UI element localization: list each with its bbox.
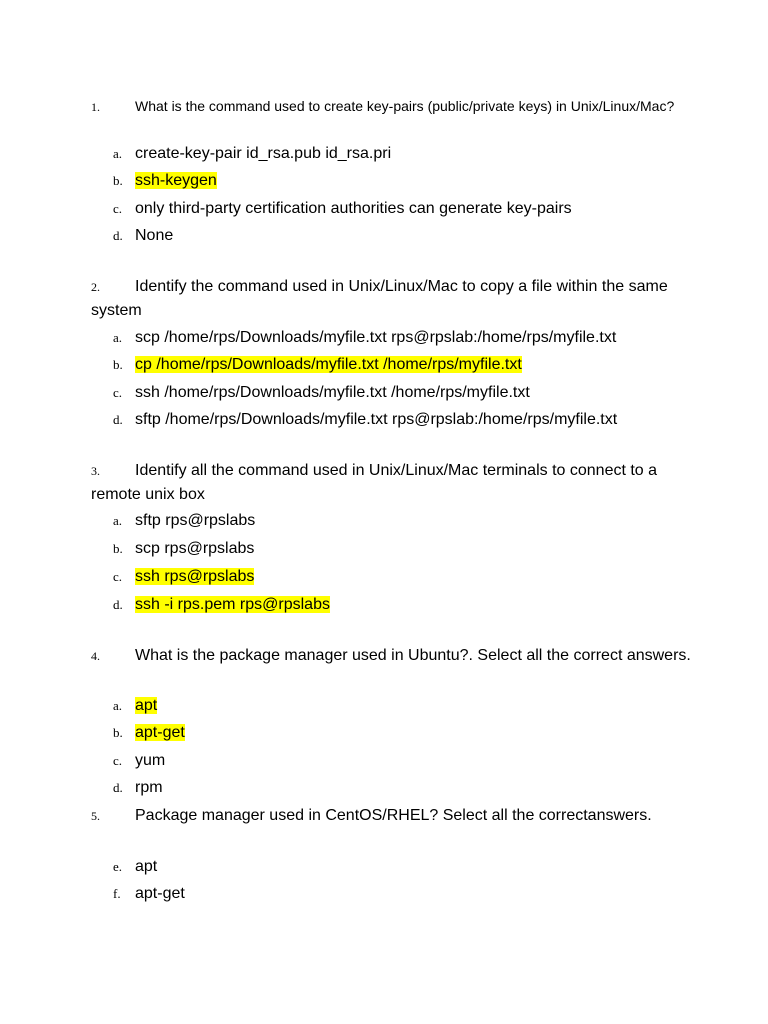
option-4b (113, 720, 185, 746)
option-2c (113, 380, 530, 406)
option-letter: a. (113, 698, 123, 713)
option-text: scp rps@rpslabs (135, 540, 255, 557)
question-number: 3. (91, 464, 100, 478)
option-letter: b. (113, 357, 123, 372)
option-1d (113, 223, 173, 249)
question-3 (91, 459, 691, 507)
option-letter: d. (113, 780, 123, 795)
option-text: sftp rps@rpslabs (135, 512, 256, 529)
option-letter: c. (113, 753, 123, 768)
option-letter: b. (113, 541, 123, 556)
option-2a (113, 325, 616, 351)
option-letter: c. (113, 385, 123, 400)
option-5e (113, 854, 157, 880)
question-number: 5. (91, 809, 100, 823)
option-letter: a. (113, 330, 123, 345)
question-text (91, 644, 691, 668)
option-4c (113, 748, 165, 774)
option-letter: c. (113, 201, 123, 216)
option-text: rpm (135, 779, 163, 796)
option-3d (113, 592, 330, 618)
option-text: sftp /home/rps/Downloads/myfile.txt rps@rpslab:/home/rps/myfile.txt (135, 411, 618, 428)
option-text-highlighted: apt (135, 697, 158, 714)
option-3b (113, 536, 254, 562)
option-text-highlighted: ssh -i rps.pem rps@rpslabs (135, 596, 330, 613)
option-letter: c. (113, 569, 123, 584)
question-5 (91, 804, 691, 828)
option-letter: b. (113, 173, 123, 188)
question-body: Identify the command used in Unix/Linux/Mac to copy a file within the same system (91, 278, 668, 319)
option-letter: a. (113, 146, 123, 161)
option-text: yum (135, 752, 166, 769)
option-text: apt-get (135, 885, 185, 902)
option-4d (113, 775, 163, 801)
option-text: ssh /home/rps/Downloads/myfile.txt /home/rps/myfile.txt (135, 384, 530, 401)
question-text (91, 459, 691, 507)
option-letter: a. (113, 513, 123, 528)
option-text: None (135, 227, 174, 244)
option-text: apt (135, 858, 158, 875)
option-2b (113, 352, 522, 378)
question-2 (91, 275, 691, 323)
option-text-highlighted: ssh rps@rpslabs (135, 568, 255, 585)
option-2d (113, 407, 617, 433)
option-1a (113, 141, 391, 167)
option-text-highlighted: ssh-keygen (135, 172, 217, 189)
option-letter: b. (113, 725, 123, 740)
question-number: 2. (91, 280, 100, 294)
option-4a (113, 693, 157, 719)
option-3c (113, 564, 254, 590)
question-1 (91, 95, 691, 118)
question-text (91, 804, 691, 828)
question-body: Identify all the command used in Unix/Linux/Mac terminals to connect to a remote unix box (91, 462, 658, 503)
option-text: only third-party certification authorities can generate key-pairs (135, 200, 572, 217)
option-letter: e. (113, 859, 123, 874)
option-letter: d. (113, 412, 123, 427)
option-text: scp /home/rps/Downloads/myfile.txt rps@rpslab:/home/rps/myfile.txt (135, 329, 617, 346)
option-5f (113, 881, 185, 907)
option-3a (113, 508, 255, 534)
question-body: What is the command used to create key-pairs (public/private keys) in Unix/Linux/Mac? (135, 98, 675, 114)
option-letter: f. (113, 886, 121, 901)
option-1b (113, 168, 217, 194)
question-text (91, 275, 691, 323)
option-letter: d. (113, 228, 123, 243)
option-text-highlighted: apt-get (135, 724, 185, 741)
option-letter: d. (113, 597, 123, 612)
option-1c (113, 196, 572, 222)
question-text (91, 95, 691, 118)
question-4 (91, 644, 691, 668)
option-text: create-key-pair id_rsa.pub id_rsa.pri (135, 145, 392, 162)
question-body: Package manager used in CentOS/RHEL? Select all the correctanswers. (135, 807, 652, 824)
option-text-highlighted: cp /home/rps/Downloads/myfile.txt /home/rps/myfile.txt (135, 356, 522, 373)
question-body: What is the package manager used in Ubuntu?. Select all the correct answers. (135, 647, 691, 664)
question-number: 4. (91, 649, 100, 663)
question-number: 1. (91, 100, 100, 114)
